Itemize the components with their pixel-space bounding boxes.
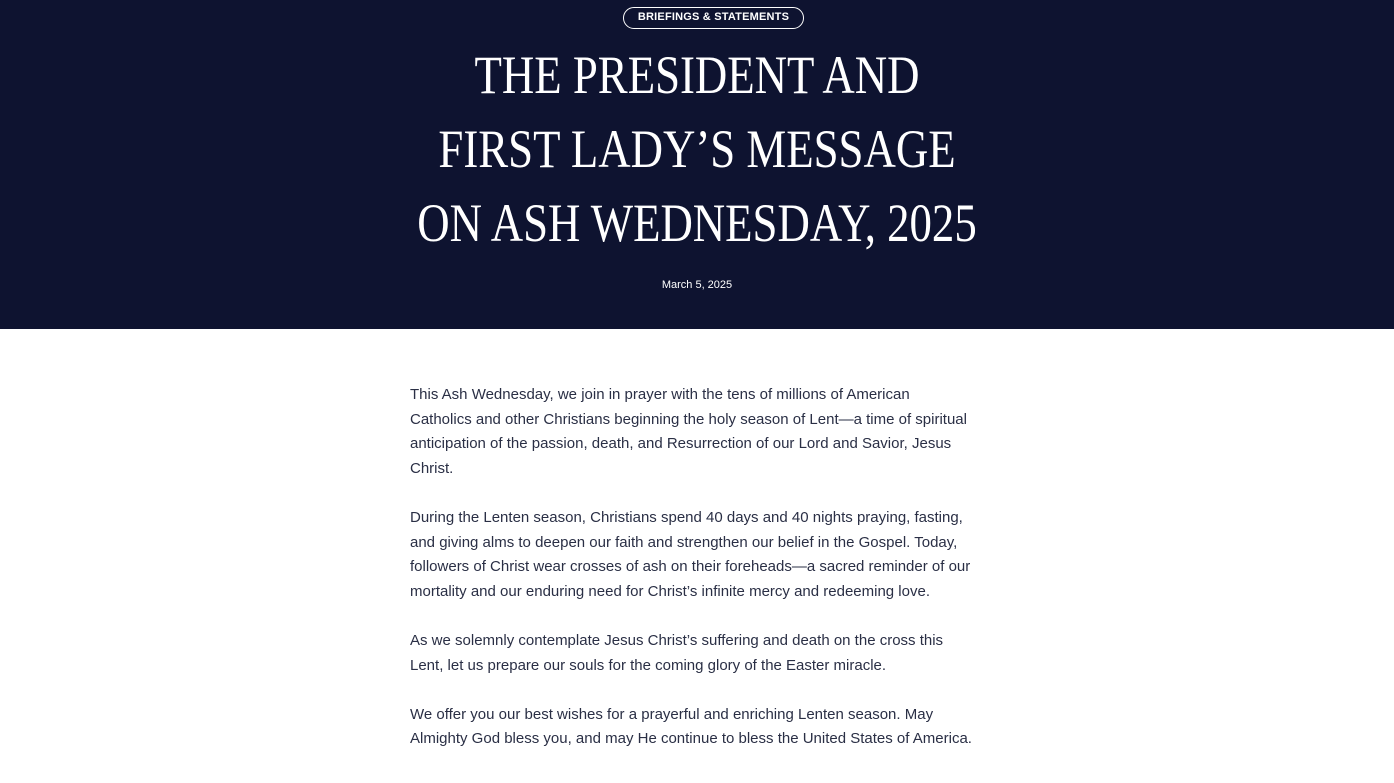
paragraph-line: anticipation of the passion, death, and Resurrection of our Lord and Savior, Jesus xyxy=(410,435,952,453)
article-paragraph xyxy=(410,383,1030,481)
paragraph-line: Lent, let us prepare our souls for the coming glory of the Easter miracle. xyxy=(410,656,887,674)
paragraph-line: and giving alms to deepen our faith and strengthen our belief in the Gospel. Today, xyxy=(410,533,958,551)
paragraph-line: mortality and our enduring need for Christ’s infinite mercy and redeeming love. xyxy=(410,582,930,600)
paragraph-line: Christ. xyxy=(410,459,454,477)
paragraph-line: This Ash Wednesday, we join in prayer with the tens of millions of American xyxy=(410,386,910,403)
paragraph-line: followers of Christ wear crosses of ash on their foreheads—a sacred reminder of our xyxy=(410,558,971,576)
article-paragraph xyxy=(410,703,1030,752)
page-title-line: ON ASH WEDNESDAY, 2025 xyxy=(417,193,977,253)
article-body xyxy=(410,383,1030,777)
article-paragraph xyxy=(410,506,1030,604)
paragraph-line: We offer you our best wishes for a prayerful and enriching Lenten season. May xyxy=(410,705,934,723)
paragraph-line: During the Lenten season, Christians spend 40 days and 40 nights praying, fasting, xyxy=(410,508,963,526)
paragraph-line: Catholics and other Christians beginning the holy season of Lent—a time of spiritual xyxy=(410,410,967,428)
page-title-line: THE PRESIDENT AND xyxy=(474,45,920,105)
category-link[interactable]: BRIEFINGS & STATEMENTS xyxy=(623,7,804,29)
article-paragraph xyxy=(410,629,1030,678)
page-title xyxy=(118,38,1275,260)
page-title-line: FIRST LADY’S MESSAGE xyxy=(438,119,956,179)
paragraph-line: Almighty God bless you, and may He continue to bless the United States of America. xyxy=(410,730,972,748)
publish-date: March 5, 2025 xyxy=(661,279,733,291)
paragraph-line: As we solemnly contemplate Jesus Christ’s suffering and death on the cross this xyxy=(410,631,944,649)
article-hero xyxy=(0,0,1394,329)
